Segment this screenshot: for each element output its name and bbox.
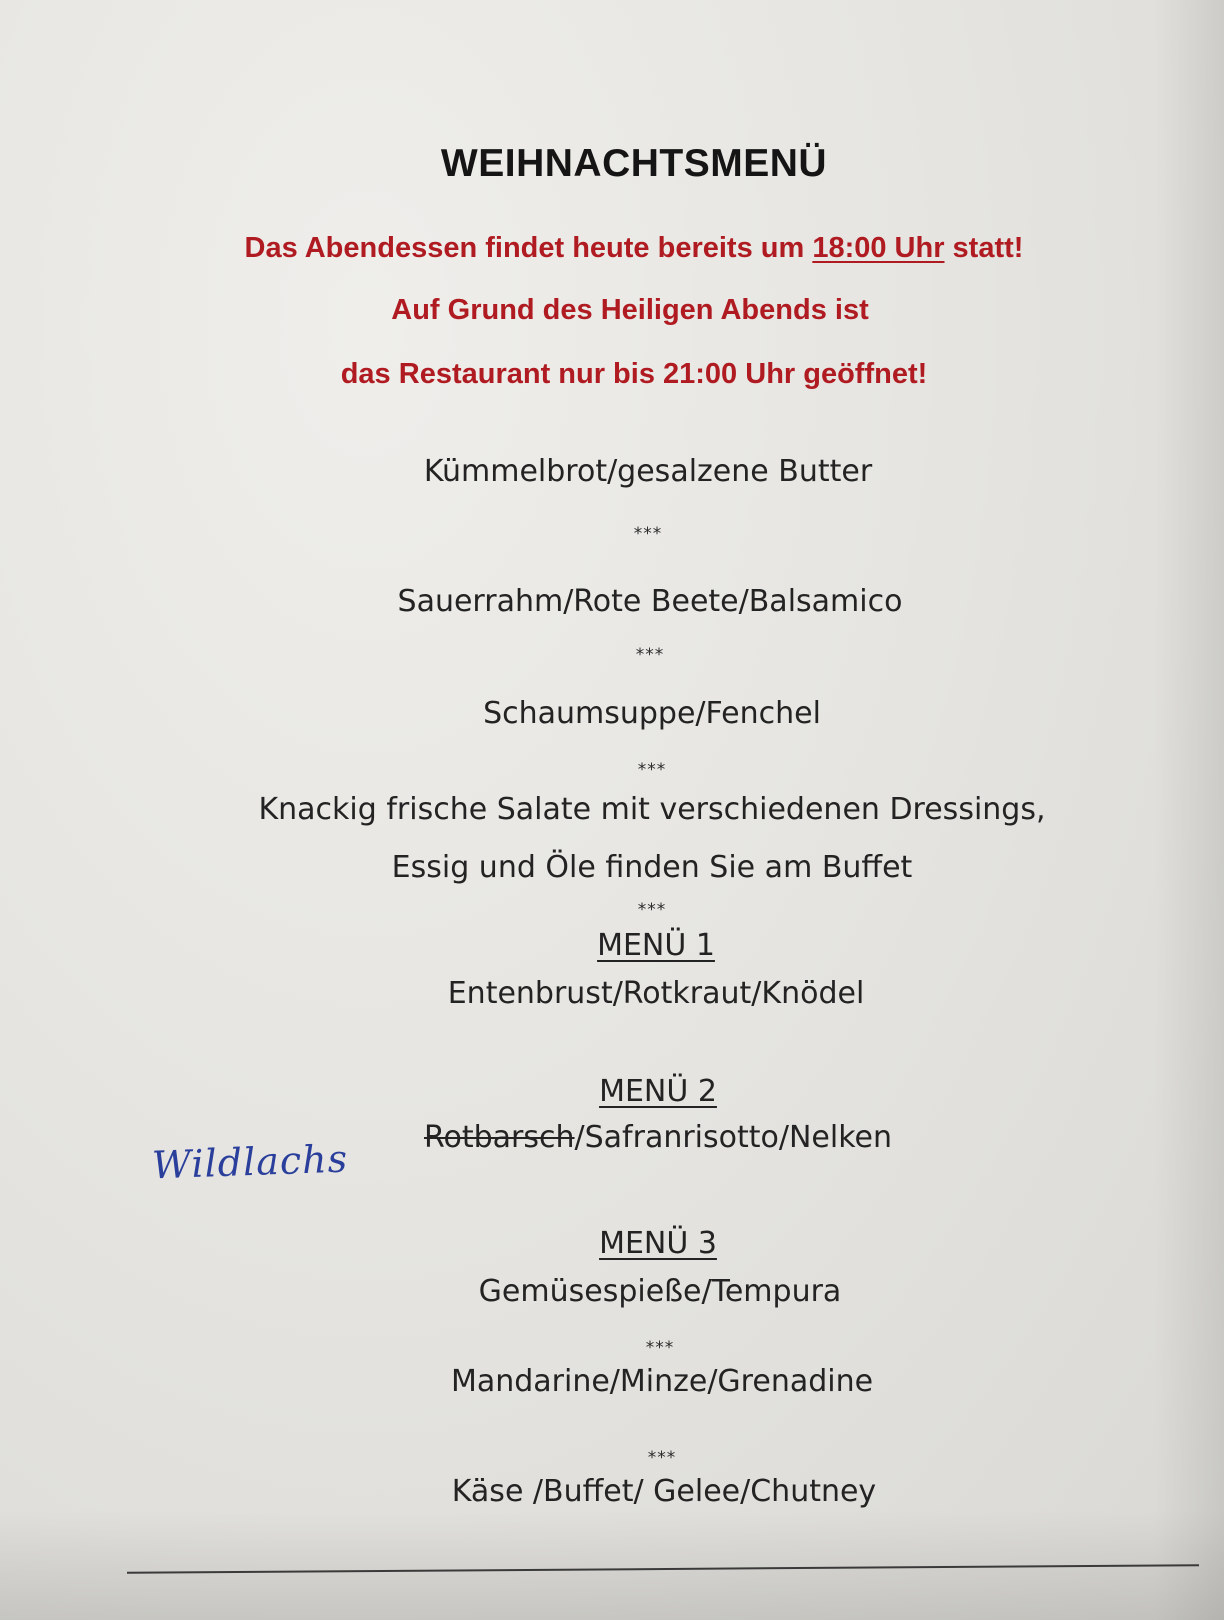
notice-text-after: statt! (944, 232, 1024, 264)
menu-3-dish: Gemüsespieße/Tempura (478, 1274, 842, 1309)
course-dessert: Mandarine/Minze/Grenadine (450, 1364, 874, 1399)
menu-1-heading: MENÜ 1 (597, 928, 715, 963)
separator: *** (637, 900, 667, 920)
notice-text-before: Das Abendessen findet heute bereits um (244, 232, 813, 264)
course-starter: Sauerrahm/Rote Beete/Balsamico (397, 584, 903, 619)
course-soup: Schaumsuppe/Fenchel (483, 696, 821, 731)
separator: *** (633, 524, 663, 544)
notice-time: 18:00 Uhr (812, 232, 945, 264)
course-salad-line-2: Essig und Öle finden Sie am Buffet (391, 850, 913, 885)
course-bread: Kümmelbrot/gesalzene Butter (423, 454, 873, 489)
notice-line-3: das Restaurant nur bis 21:00 Uhr geöffnet! (340, 358, 928, 390)
menu-2-heading: MENÜ 2 (599, 1074, 717, 1109)
menu-2-dish-rest: /Safranrisotto/Nelken (574, 1120, 892, 1155)
notice-line-2: Auf Grund des Heiligen Abends ist (391, 294, 869, 326)
menu-title: WEIHNACHTSMENÜ (440, 142, 828, 185)
handwritten-correction: Wildlachs (151, 1136, 349, 1188)
notice-line-1 (22, 232, 1224, 265)
course-salad-line-1: Knackig frische Salate mit verschiedenen Dressings, (258, 792, 1046, 827)
separator: *** (645, 1338, 675, 1358)
menu-1-dish: Entenbrust/Rotkraut/Knödel (447, 976, 865, 1011)
course-cheese: Käse /Buffet/ Gelee/Chutney (451, 1474, 877, 1509)
menu-3-heading: MENÜ 3 (599, 1226, 717, 1261)
separator: *** (637, 760, 667, 780)
separator: *** (635, 645, 665, 665)
separator: *** (647, 1448, 677, 1468)
struck-out-fish: Rotbarsch (424, 1120, 575, 1155)
